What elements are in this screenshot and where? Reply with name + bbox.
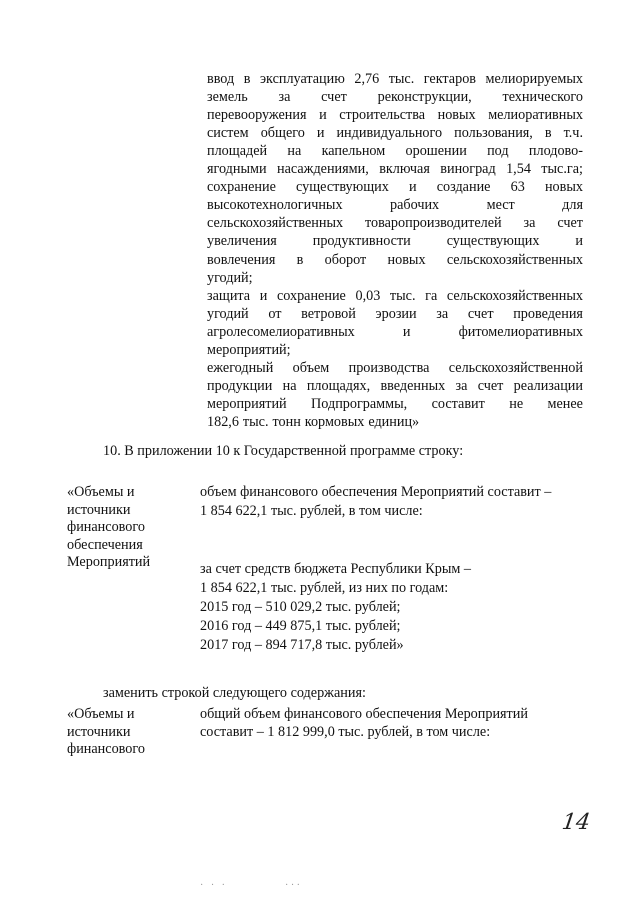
word: введенных [380,377,446,394]
word: сельскохозяйственных [446,251,583,268]
word: мелиоративных [488,107,583,124]
word: орошении [405,143,467,160]
word: в [544,125,552,142]
word: составит [431,395,485,412]
word: систем [207,125,249,142]
text-line [207,360,583,378]
word: продукции [207,377,273,394]
word: 1,54 [506,161,531,178]
financing-line: 2017 год – 894 717,8 тыс. рублей» [200,637,404,653]
word: тыс. [388,71,415,87]
word: тыс.га; [541,161,583,178]
word: новых [387,251,426,268]
word: 0,03 [355,287,381,304]
word: 2,76 [354,71,380,87]
word: перевооружения [207,107,307,124]
table-label-line: финансового [67,519,145,536]
word: тыс. [242,413,269,430]
financing-line: за счет средств бюджета Республики Крым – [200,561,471,577]
word: пользования, [454,125,533,142]
word: для [562,197,583,214]
word: площадях, [306,377,371,394]
financing-line: общий объем финансового обеспечения Мероприятий [200,706,528,722]
word: и [316,125,325,142]
word: и [575,233,583,250]
word: ввод [207,71,235,87]
word: счет [467,305,494,322]
page-number: 14 [560,810,592,835]
word: объем [292,359,330,376]
word: за [278,89,291,106]
word: земель [207,89,248,106]
word: капельном [321,143,386,160]
word: насаждениями, [276,161,369,178]
table-label-line: «Объемы и [67,484,135,500]
word: строительства [339,107,426,124]
text-line [207,89,583,107]
word: сохранение [207,179,276,196]
text-line [207,414,583,432]
table-label-line: «Объемы и [67,706,135,722]
word: увеличения [207,233,277,250]
word: ягодными [207,161,267,178]
word: в [296,251,304,268]
word: на [287,143,302,160]
word: и [319,107,327,124]
word: и [259,287,268,304]
word: га [425,287,438,304]
word: 63 [510,179,525,196]
word: новых [544,179,583,196]
text-line [207,378,583,396]
word: менее [547,395,583,412]
financing-line: 1 854 622,1 тыс. рублей, в том числе: [200,503,423,519]
word: высокотехнологичных [207,197,343,214]
scan-mark: · · · [200,880,225,891]
word: 182,6 [207,413,239,430]
text-line [207,288,583,306]
word: плодово- [528,143,583,160]
financing-line: 2015 год – 510 029,2 тыс. рублей; [200,599,401,615]
word: эксплуатацию [259,71,345,87]
word: т.ч. [563,125,583,142]
text-line [207,342,583,360]
word: ежегодный [207,359,274,376]
word: и [408,179,417,196]
word: мелиорируемых [485,71,583,87]
text-line [207,107,583,125]
text-line [207,215,583,233]
word: существующих [446,233,540,250]
word: гектаров [423,71,476,87]
text-line [207,233,583,251]
word: на [282,377,297,394]
word: и [402,323,411,340]
word: создание [436,179,491,196]
word: не [509,395,524,412]
word: от [268,305,282,322]
text-line [207,125,583,143]
word: продуктивности [312,233,411,250]
word: защита [207,287,251,304]
text-line [207,197,583,215]
word: сохранение [276,287,346,304]
word: виноград [440,161,496,178]
word: ветровой [301,305,356,322]
word: счет [321,89,347,106]
text-line [207,270,583,288]
text-line [207,306,583,324]
word: тыс. [389,287,416,304]
word: агролесомелиоративных [207,323,355,340]
word: реализации [513,377,583,394]
word: сельскохозяйственных [446,287,583,304]
word: фитомелиоративных [458,323,583,340]
table-label-line: источники [67,501,131,518]
word: сельскохозяйственных [207,215,344,232]
word: реконструкции, [377,89,472,106]
word: технического [502,89,583,106]
table-label-line: финансового [67,741,145,758]
word: мероприятий; [207,341,291,358]
financing-line: 2016 год – 449 875,1 тыс. рублей; [200,618,401,634]
word: Подпрограммы, [311,395,408,412]
word: счет [477,377,504,394]
financing-line: составит – 1 812 999,0 тыс. рублей, в том числе: [200,723,491,740]
text-line [207,143,583,161]
text-line [207,324,583,342]
word: площадей [207,143,268,160]
word: новых [437,107,476,124]
word: индивидуального [336,125,443,142]
table-label-line: Мероприятий [67,554,151,571]
text-line [207,161,583,179]
word: угодий; [207,269,253,286]
word: включая [379,161,430,178]
financing-line: объем финансового обеспечения Мероприятий составит – [200,484,552,500]
word: товаропроизводителей [365,215,502,232]
word: проведения [513,305,583,322]
point-10-heading: 10. В приложении 10 к Государственной программе строку: [103,443,464,459]
word: мероприятий [207,395,287,412]
text-line [207,252,583,270]
word: кормовых [304,413,365,430]
table-label-line: обеспечения [67,536,143,553]
word: в [243,71,251,87]
word: счет [557,215,583,232]
word: общего [260,125,305,142]
replace-instruction: заменить строкой следующего содержания: [103,685,366,701]
word: за [455,377,468,394]
text-line [207,396,583,414]
word: мест [486,197,515,214]
word: существующих [296,179,389,196]
financing-line: 1 854 622,1 тыс. рублей, из них по годам: [200,580,449,596]
word: угодий [207,305,249,322]
text-line [207,71,583,89]
table-label-line: источники [67,723,131,740]
text-line [207,179,583,197]
word: за [523,215,536,232]
word: тонн [272,413,301,430]
word: за [436,305,449,322]
word: рабочих [389,197,440,214]
word: производства [348,359,430,376]
word: эрозии [375,305,417,322]
word: сельскохозяйственной [448,359,583,376]
word: вовлечения [207,251,276,268]
word: оборот [324,251,367,268]
scan-mark: · · · [285,880,300,891]
word: единиц» [368,413,420,430]
word: под [487,143,509,160]
